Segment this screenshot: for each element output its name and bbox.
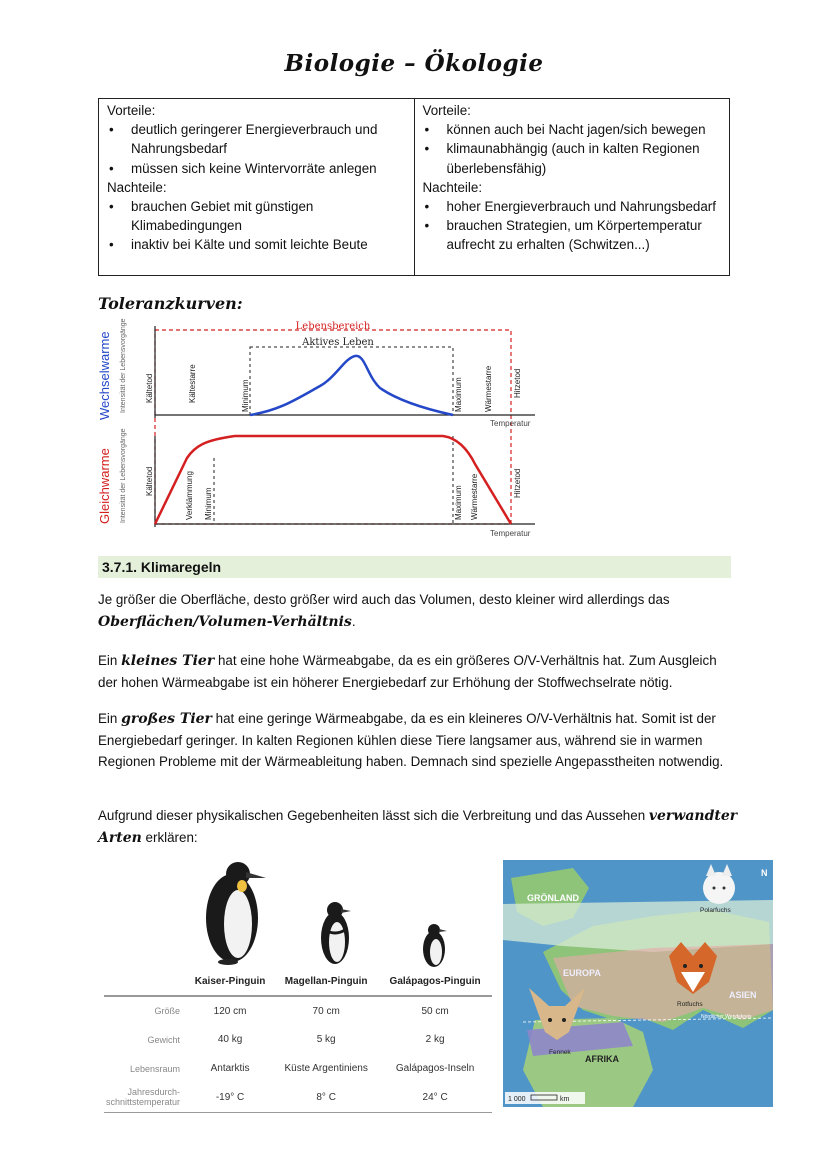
penguin-comparison [100,860,492,1115]
label-waermestarre: Wärmestarre [470,473,479,520]
top-x-axis-label: Temperatur [490,419,531,428]
emperor-penguin-image [198,860,270,966]
fox-distribution-map [503,860,773,1107]
row-label: Jahresdurch-schnittstemperatur [105,1087,180,1108]
table-cell: 5 kg [316,1034,336,1045]
label-minimum: Minimum [204,487,213,520]
scale-unit: km [560,1096,570,1103]
handwritten-term: kleines Tier [121,653,215,669]
pros-label: Vorteile: [422,103,471,118]
table-row [104,1025,492,1054]
paragraph-text: Ein [98,653,118,668]
map-label-red-fox: Rotfuchs [677,1001,703,1008]
bottom-x-axis-label: Temperatur [490,529,531,538]
paragraph-2 [98,650,738,694]
table-cell [104,968,186,996]
label-maximum: Maximum [454,485,463,520]
column-header: Galápagos-Pinguin [389,976,481,987]
y-axis-label: Intensität der Lebensvorgänge [120,428,127,523]
label-maximum: Maximum [454,377,463,412]
cold-blooded-column [99,99,415,276]
map-label-fennec: Fennek [549,1049,571,1056]
handwritten-term: Oberflächen/Volumen-Verhältnis [98,614,352,630]
penguin-table [104,968,492,1113]
table-cell: 8° C [316,1091,336,1103]
list-item: • müssen sich keine Wintervorräte anlegen [107,159,406,178]
label-waermestarre: Wärmestarre [484,365,493,412]
label-minimum: Minimum [241,379,250,412]
lebensbereich-label: Lebensbereich [295,321,371,332]
cons-list [107,197,406,255]
table-cell: 50 cm [421,1005,449,1017]
table-row [104,1054,492,1083]
table-cell: Küste Argentiniens [284,1063,368,1074]
tolerance-heading: Toleranzkurven: [98,294,243,313]
pros-list [107,120,406,178]
paragraph-1 [98,589,738,633]
table-header-row [104,968,492,996]
label-kaeltetod: Kältetod [145,373,154,403]
list-item: • inaktiv bei Kälte und somit leichte Beute [107,235,406,254]
map-label-greenland: GRÖNLAND [527,893,579,903]
list-item: • können auch bei Nacht jagen/sich bewegen [423,120,722,139]
list-item: • brauchen Gebiet mit günstigen Klimabedingungen [107,197,406,235]
paragraph-text: erklären: [145,830,198,845]
map-label-asia: ASIEN [729,990,757,1000]
map-label-arctic-fox: Polarfuchs [700,907,731,914]
section-heading: 3.7.1. Klimaregeln [98,556,731,578]
column-header: Magellan-Pinguin [284,976,368,987]
cons-label: Nachteile: [422,179,483,195]
label-hitzetod: Hitzetod [513,368,522,398]
handwritten-term: verwandter Arten [98,808,738,846]
label-verklammung: Verklämmung [185,471,194,520]
label-kaeltetod: Kältetod [145,466,154,496]
paragraph-4 [98,805,738,849]
handwritten-term: großes Tier [121,711,212,727]
cold-blooded-curve [250,356,453,415]
pros-label: Vorteile: [107,103,156,118]
paragraph-text: Ein [98,711,118,726]
label-kaeltestarre: Kältestarre [188,364,197,403]
row-label: Größe [154,1006,180,1016]
table-cell: 24° C [422,1091,448,1103]
list-item: • deutlich geringerer Energieverbrauch und Nahrungsbedarf [107,120,406,158]
column-header: Kaiser-Pinguin [194,976,266,987]
map-north-arrow: N [761,868,768,878]
list-item: • klimaunabhängig (auch in kalten Regionen überlebensfähig) [423,139,722,177]
table-row [104,1083,492,1112]
paragraph-text: hat eine geringe Wärmeabgabe, da es ein kleineres O/V-Verhältnis hat. Somit ist der Energiebedarf geringer. In kalten Regionen kühlen diese Tiere langsamer aus, während sie in warmen Regionen Probleme mit der Wärmeableitung haben. Demnach sind spezielle Angepasstheiten notwendig. [98,711,724,769]
table-cell: Antarktis [210,1063,250,1074]
table-row [104,996,492,1025]
tolerance-curves-diagram [95,318,540,546]
map-label-africa: AFRIKA [585,1054,619,1064]
table-cell: 120 cm [213,1005,247,1017]
paragraph-text: hat eine hohe Wärmeabgabe, da es ein größeres O/V-Verhältnis hat. Zum Ausgleich der hohen Wärmeabgabe ist ein höherer Energiebedarf zur Erhöhung der Stoffwechselrate nötig. [98,653,717,690]
warm-blooded-column [414,99,730,276]
group-label-warm: Gleichwarme [97,448,112,524]
scale-number: 1 000 [508,1096,526,1103]
pros-list [423,120,722,178]
list-item: • brauchen Strategien, um Körpertemperatur aufrecht zu erhalten (Schwitzen...) [423,216,722,254]
paragraph-text: Je größer die Oberfläche, desto größer wird auch das Volumen, desto kleiner wird allerdings das [98,592,670,607]
table-cell: 70 cm [312,1005,340,1017]
paragraph-text: . [351,614,356,629]
table-cell: 2 kg [425,1034,445,1045]
comparison-table [98,98,730,276]
map-label-tropic: Nördlicher Wendekreis [701,1014,752,1020]
galapagos-penguin-image [418,922,450,968]
list-item: • hoher Energieverbrauch und Nahrungsbedarf [423,197,722,216]
group-label-cold: Wechselwarme [97,331,112,420]
y-axis-label: Intensität der Lebensvorgänge [120,318,127,413]
cons-list [423,197,722,255]
paragraph-3 [98,708,738,772]
table-cell: 40 kg [217,1034,243,1045]
table-cell: -19° C [215,1091,245,1103]
cons-label: Nachteile: [107,179,167,195]
map-label-europe: EUROPA [563,968,601,978]
table-cell: Galápagos-Inseln [395,1063,475,1074]
page-title: Biologie – Ökologie [284,50,544,77]
aktives-leben-label: Aktives Leben [302,337,374,348]
label-hitzetod: Hitzetod [513,468,522,498]
magellanic-penguin-image [315,900,355,966]
paragraph-text: Aufgrund dieser physikalischen Gegebenheiten lässt sich die Verbreitung und das Aussehen [98,808,646,823]
row-label: Lebensraum [129,1063,180,1074]
row-label: Gewicht [147,1034,180,1045]
